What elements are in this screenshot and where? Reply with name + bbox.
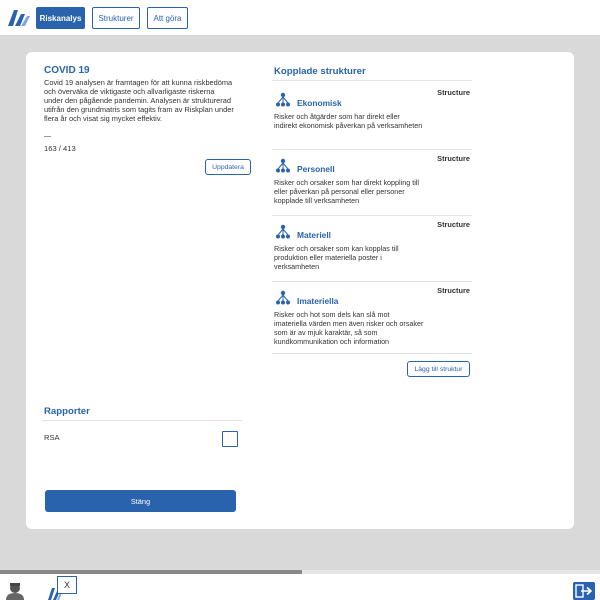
structure-description: Risker och hot som dels kan slå mot imateriella värden men även risker och orsaker som är av mjuk karaktär, så som kundkommunikation och information (274, 310, 424, 346)
close-button[interactable]: Stäng (45, 490, 236, 512)
report-label-rsa: RSA (44, 433, 60, 442)
app-logo-icon[interactable] (8, 10, 30, 26)
structure-type: Structure (437, 286, 470, 295)
structure-name: Imateriella (297, 296, 339, 306)
structures-divider (272, 80, 472, 81)
top-bar (0, 0, 600, 36)
analysis-card (26, 52, 574, 529)
hierarchy-icon (275, 224, 291, 240)
structure-name: Ekonomisk (297, 98, 342, 108)
analysis-description: Covid 19 analysen är framtagen för att kunna riskbedöma och överväka de viktigaste och allvarligaste riskerna under den pågående pandemin. Analysen är strukturerad utifrån den grundmatris som tagits fram av Riskplan under flera år och visat sig mycket effektiv. (44, 78, 234, 124)
user-avatar-icon[interactable] (5, 582, 25, 600)
analysis-title: COVID 19 (44, 65, 90, 76)
update-button[interactable]: Uppdatera (205, 159, 251, 175)
structures-title: Kopplade strukturer (274, 66, 366, 77)
exit-icon[interactable] (573, 582, 595, 600)
structure-description: Risker och orsaker som har direkt koppling till eller påverkan på personal eller personer kopplade till verksamheten (274, 178, 420, 205)
close-x-button[interactable]: X (57, 576, 77, 594)
hierarchy-icon (275, 158, 291, 174)
structure-name: Materiell (297, 230, 331, 240)
report-checkbox-rsa[interactable] (222, 431, 238, 447)
description-divider: — (44, 133, 51, 140)
structure-name: Personell (297, 164, 335, 174)
structure-item-ekonomisk[interactable] (272, 88, 472, 150)
structure-type: Structure (437, 154, 470, 163)
add-structure-button[interactable]: Lägg till struktur (407, 361, 470, 377)
tab-att-gora[interactable]: Att göra (147, 7, 188, 29)
character-count: 163 / 413 (44, 144, 76, 153)
tab-strukturer[interactable]: Strukturer (92, 7, 140, 29)
bottom-bar (0, 574, 600, 600)
hierarchy-icon (275, 290, 291, 306)
structure-description: Risker och orsaker som kan kopplas till produktion eller materiella poster i verksamheten (274, 244, 399, 271)
structure-item-personell[interactable] (272, 154, 472, 216)
tab-riskanalys[interactable]: Riskanalys (36, 7, 85, 29)
structure-item-materiell[interactable] (272, 220, 472, 282)
hierarchy-icon (275, 92, 291, 108)
structure-description: Risker och åtgärder som har direkt eller indirekt ekonomisk påverkan på verksamheten (274, 112, 423, 130)
structure-item-imateriella[interactable] (272, 286, 472, 354)
reports-divider (42, 420, 242, 421)
structure-type: Structure (437, 88, 470, 97)
reports-title: Rapporter (44, 406, 90, 417)
structure-type: Structure (437, 220, 470, 229)
